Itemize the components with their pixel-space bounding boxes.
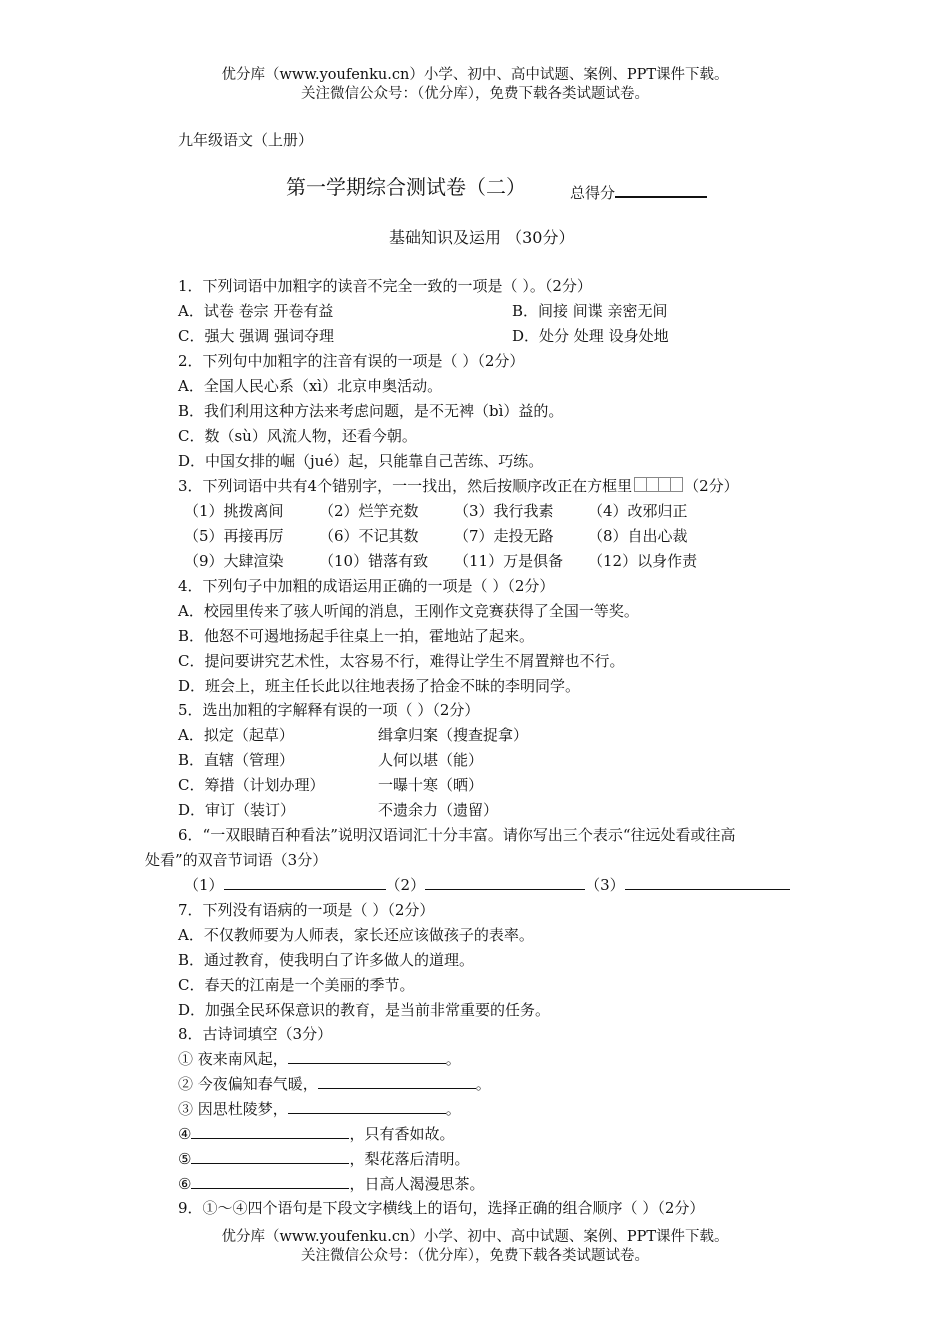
q2-option-b: B．我们利用这种方法来考虑问题，是不无裨（bì）益的。 <box>178 402 564 420</box>
q5-option-b-word: 人何以堪（能） <box>378 751 484 769</box>
total-score-field[interactable] <box>615 178 707 198</box>
q6-blank-2-label: （2） <box>385 876 426 894</box>
q2-stem: 2．下列句中加粗字的注音有误的一项是（ ）（2分） <box>178 352 525 370</box>
q5-option-a-word: 缉拿归案（搜查捉拿） <box>378 726 529 744</box>
q3-item: （6）不记其数 <box>319 527 419 545</box>
q8-line-6-suffix: ，日高人渴漫思茶。 <box>349 1175 485 1193</box>
page-title: 第一学期综合测试卷（二） <box>286 175 526 199</box>
q9-stem: 9．①～④四个语句是下段文字横线上的语句，选择正确的组合顺序（ ）（2分） <box>178 1199 705 1217</box>
q8-stem: 8．古诗词填空（3分） <box>178 1025 333 1043</box>
q8-blank-1[interactable] <box>288 1049 446 1064</box>
q8-blank-3[interactable] <box>288 1099 446 1114</box>
q1-stem: 1．下列词语中加粗字的读音不完全一致的一项是（ ）。（2分） <box>178 277 592 295</box>
q2-option-a: A．全国人民心系（xì）北京申奥活动。 <box>178 377 443 395</box>
q4-stem: 4．下列句子中加粗的成语运用正确的一项是（ ）（2分） <box>178 577 555 595</box>
q8-line-3 <box>178 1099 461 1119</box>
q8-line-2-prefix: ② 今夜偏知春气暖， <box>178 1075 318 1093</box>
q4-option-b: B．他怒不可遏地扬起手往桌上一拍，霍地站了起来。 <box>178 627 535 645</box>
q8-line-4 <box>178 1124 454 1144</box>
q4-option-d: D．班会上，班主任长此以往地表扬了拾金不昧的李明同学。 <box>178 677 581 695</box>
q8-line-5-prefix: ⑤ <box>178 1150 192 1168</box>
q6-blank-1-label: （1） <box>184 876 224 894</box>
q8-line-4-prefix: ④ <box>178 1125 192 1143</box>
q6-blank-1[interactable] <box>224 875 386 890</box>
q7-option-d: D．加强全民环保意识的教育，是当前非常重要的任务。 <box>178 1001 551 1019</box>
q8-line-3-prefix: ③ 因思杜陵梦， <box>178 1100 288 1118</box>
q6-blank-2[interactable] <box>425 875 585 890</box>
header-line-1: 优分库（www.youfenku.cn）小学、初中、高中试题、案例、PPT课件下载。 <box>221 67 729 83</box>
q8-line-6-prefix: ⑥ <box>178 1175 192 1193</box>
q3-item: （9）大肆渲染 <box>184 552 284 570</box>
q5-option-c-word: 一曝十寒（晒） <box>378 776 484 794</box>
q7-stem: 7．下列没有语病的一项是（ ）（2分） <box>178 901 435 919</box>
q3-item: （2）烂竽充数 <box>319 502 419 520</box>
section-heading: 基础知识及运用 （30分） <box>389 228 575 247</box>
q6-blank-3-label: （3） <box>585 876 625 894</box>
q3-item: （3）我行我素 <box>454 502 554 520</box>
q8-line-3-suffix: 。 <box>445 1100 461 1118</box>
total-score <box>570 178 707 203</box>
q4-option-c: C．提问要讲究艺术性，太容易不行，难得让学生不屑置辩也不行。 <box>178 652 625 670</box>
q8-blank-2[interactable] <box>318 1074 476 1089</box>
q3-item: （11）万是俱备 <box>454 552 564 570</box>
q3-item: （12）以身作责 <box>588 552 698 570</box>
q1-option-c: C．强大 强调 强词夺理 <box>178 327 335 345</box>
q5-option-d: D．审订（装订） <box>178 801 296 819</box>
q8-line-4-suffix: ，只有香如故。 <box>349 1125 455 1143</box>
q3-item: （4）改邪归正 <box>588 502 688 520</box>
q3-item: （1）挑拨离间 <box>184 502 284 520</box>
q8-blank-4[interactable] <box>191 1124 349 1139</box>
q3-item: （8）自出心裁 <box>588 527 688 545</box>
q8-line-2-suffix: 。 <box>475 1075 491 1093</box>
q1-option-a: A．试卷 卷宗 开卷有益 <box>178 302 334 320</box>
q3-stem <box>178 476 739 497</box>
q8-blank-5[interactable] <box>191 1149 349 1164</box>
footer-line-1: 优分库（www.youfenku.cn）小学、初中、高中试题、案例、PPT课件下载。 <box>221 1229 729 1245</box>
total-score-label: 总得分 <box>570 184 616 202</box>
grade-label: 九年级语文（上册） <box>178 131 314 149</box>
q3-stem-text: 3．下列词语中共有4个错别字，一一找出，然后按顺序改正在方框里 <box>178 477 633 495</box>
q1-option-b: B．间接 间谍 亲密无间 <box>512 302 668 320</box>
answer-boxes[interactable] <box>634 477 682 497</box>
q8-line-2 <box>178 1074 491 1094</box>
q8-line-6 <box>178 1174 484 1194</box>
q8-line-5-suffix: ，梨花落后清明。 <box>349 1150 470 1168</box>
q3-score: （2分） <box>684 477 739 495</box>
q5-stem: 5．选出加粗的字解释有误的一项（ ）（2分） <box>178 701 480 719</box>
q6-stem-2: 处看”的双音节词语（3分） <box>145 851 328 869</box>
q3-item: （10）错落有致 <box>319 552 429 570</box>
q7-option-a: A．不仅教师要为人师表，家长还应该做孩子的表率。 <box>178 926 534 944</box>
q6-stem-1: 6．“一双眼睛百种看法”说明汉语词汇十分丰富。请你写出三个表示“往远处看或往高 <box>178 826 736 844</box>
q3-item: （5）再接再厉 <box>184 527 284 545</box>
q8-blank-6[interactable] <box>191 1174 349 1189</box>
q8-line-1-suffix: 。 <box>445 1050 461 1068</box>
q8-line-5 <box>178 1149 469 1169</box>
q4-option-a: A．校园里传来了骇人听闻的消息，王刚作文竞赛获得了全国一等奖。 <box>178 602 639 620</box>
q8-line-1 <box>178 1049 461 1069</box>
header-line-2: 关注微信公众号：（优分库），免费下载各类试题试卷。 <box>301 86 649 102</box>
q5-option-d-word: 不遗余力（遗留） <box>378 801 499 819</box>
q5-option-c: C．筹措（计划办理） <box>178 776 325 794</box>
q3-item: （7）走投无路 <box>454 527 554 545</box>
footer-line-2: 关注微信公众号：（优分库），免费下载各类试题试卷。 <box>301 1248 649 1264</box>
q5-option-b: B．直辖（管理） <box>178 751 295 769</box>
q5-option-a: A．拟定（起草） <box>178 726 294 744</box>
q2-option-d: D．中国女排的崛（jué）起，只能靠自己苦练、巧练。 <box>178 452 544 470</box>
q7-option-b: B．通过教育，使我明白了许多做人的道理。 <box>178 951 475 969</box>
q1-option-d: D．处分 处理 设身处地 <box>512 327 669 345</box>
q2-option-c: C．数（sù）风流人物，还看今朝。 <box>178 427 417 445</box>
q7-option-c: C．春天的江南是一个美丽的季节。 <box>178 976 415 994</box>
q6-blanks <box>184 875 790 895</box>
q6-blank-3[interactable] <box>625 875 790 890</box>
q8-line-1-prefix: ① 夜来南风起， <box>178 1050 288 1068</box>
